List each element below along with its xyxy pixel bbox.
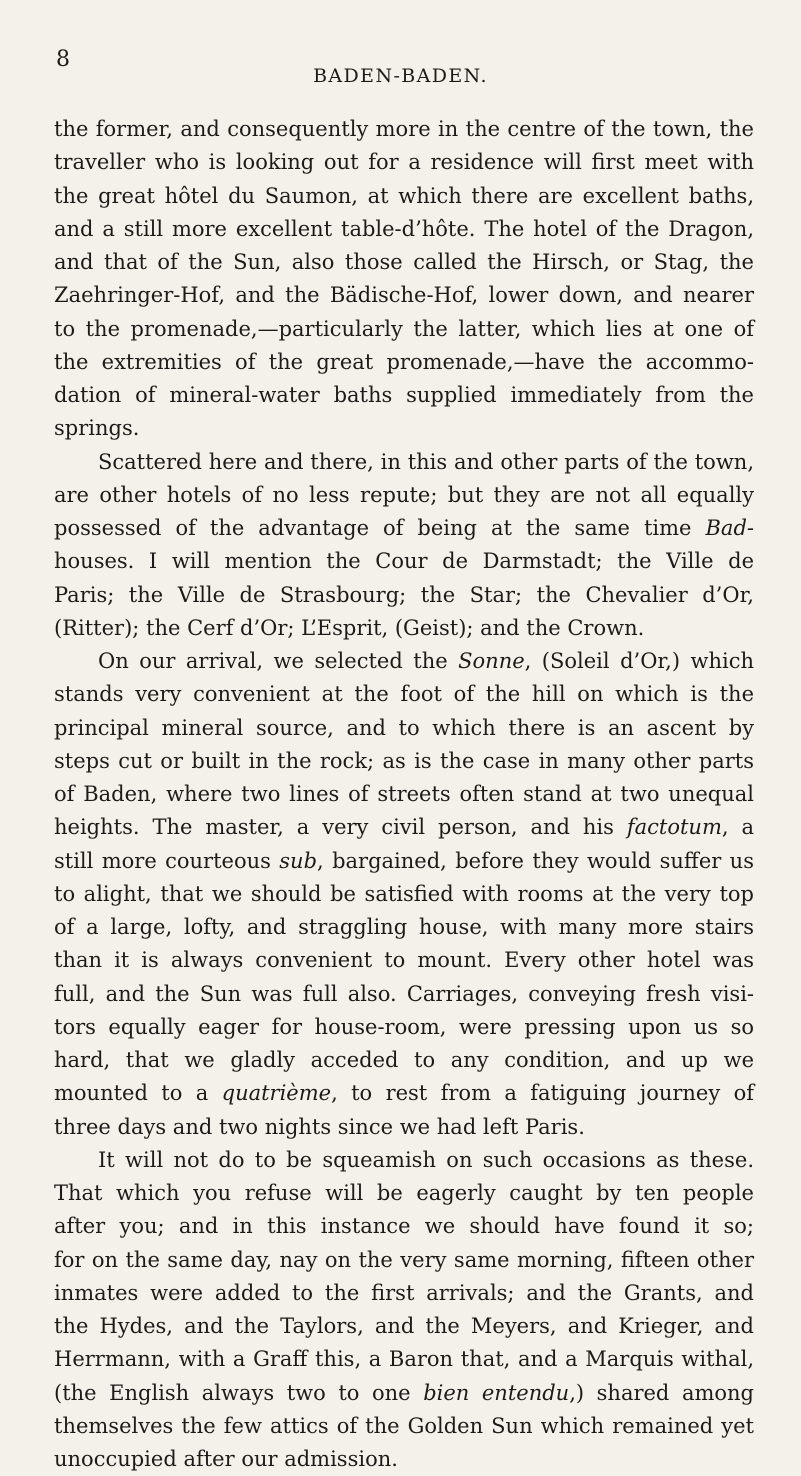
line-text: dation of mineral-water baths supplied immediately from the (54, 383, 754, 407)
text-line (54, 279, 754, 312)
running-title: BADEN-BADEN. (313, 65, 488, 87)
text-line (54, 1443, 754, 1476)
italic-text: Sonne (458, 649, 525, 673)
line-text: On our arrival, we selected the (98, 649, 459, 673)
line-text: (Ritter); the Cerf d’Or; L’Esprit, (Geist); and the Crown. (54, 615, 645, 640)
text-line (54, 1244, 754, 1277)
line-text: and a still more excellent table-d’hôte. The hotel of the Dragon, (54, 216, 754, 241)
text-line (54, 811, 754, 844)
text-line (54, 878, 754, 911)
line-text: Scattered here and there, in this and other parts of the town, (98, 449, 754, 474)
line-text: the extremities of the great promenade,—have the accommo- (54, 349, 754, 374)
line-text: possessed of the advantage of being at the same time (54, 516, 706, 540)
text-line (54, 479, 754, 512)
line-text: are other hotels of no less repute; but they are not all equally (54, 482, 754, 507)
text-line (54, 745, 754, 778)
italic-text: bien entendu (423, 1380, 570, 1405)
line-text: stands very convenient at the foot of the hill on which is the (54, 682, 754, 707)
page-number: 8 (56, 47, 70, 72)
italic-text: quatrième (221, 1081, 332, 1106)
text-line (54, 146, 754, 179)
text-line (54, 712, 754, 745)
text-line (54, 512, 754, 545)
line-text: the Hydes, and the Taylors, and the Meyers, and Krieger, and (54, 1314, 754, 1338)
line-text: hard, that we gladly acceded to any condition, and up we (54, 1048, 754, 1072)
italic-text: Bad- (705, 516, 754, 540)
text-line (54, 1177, 754, 1210)
line-text: Zaehringer-Hof, and the Bädische-Hof, lower down, and nearer (54, 283, 754, 308)
text-line (54, 113, 754, 146)
text-line (54, 1410, 754, 1443)
text-line (54, 213, 754, 246)
line-text: unoccupied after our admission. (54, 1447, 398, 1471)
line-text-after: , (Soleil d’Or,) which (524, 649, 755, 673)
line-text: to the promenade,—particularly the latter, which lies at one of (54, 316, 754, 341)
text-line (54, 545, 754, 578)
text-line (54, 412, 754, 445)
line-text: to alight, that we should be satisfied with rooms at the very top (54, 881, 754, 906)
line-text: tors equally eager for house-room, were pressing upon us so (54, 1014, 754, 1039)
line-text: the great hôtel du Saumon, at which there are excellent baths, (54, 183, 754, 208)
text-line (54, 845, 754, 878)
text-line (54, 379, 754, 412)
line-text: and that of the Sun, also those called the Hirsch, or Stag, the (54, 250, 754, 274)
text-line (54, 1111, 754, 1144)
text-line (54, 978, 754, 1011)
line-text-after: , to rest from a fatiguing journey of (331, 1081, 755, 1106)
line-text: It will not do to be squeamish on such occasions as these. (98, 1147, 754, 1172)
line-text: still more courteous (54, 848, 280, 873)
line-text: full, and the Sun was full also. Carriages, conveying fresh visi- (54, 981, 754, 1006)
text-line (54, 446, 754, 479)
text-line (54, 1044, 754, 1077)
text-line (54, 612, 754, 645)
text-line (54, 1011, 754, 1044)
line-text: Herrmann, with a Graff this, a Baron that, and a Marquis withal, (54, 1347, 754, 1372)
line-text: mounted to a (54, 1081, 222, 1106)
line-text: of Baden, where two lines of streets often stand at two unequal (54, 782, 754, 806)
text-line (54, 246, 754, 279)
text-line (54, 678, 754, 711)
text-line (54, 645, 754, 678)
text-line (54, 180, 754, 213)
text-line (54, 911, 754, 944)
text-line (54, 1343, 754, 1376)
text-line (54, 1144, 754, 1177)
line-text: Paris; the Ville de Strasbourg; the Star; the Chevalier d’Or, (54, 582, 754, 607)
line-text: springs. (54, 416, 140, 441)
text-line (54, 1377, 754, 1410)
body-text (54, 113, 754, 1476)
italic-text: sub (279, 848, 318, 873)
line-text: (the English always two to one (54, 1380, 424, 1405)
text-line (54, 1210, 754, 1243)
line-text: principal mineral source, and to which there is an ascent by (54, 715, 754, 740)
line-text: steps cut or built in the rock; as is the case in many other parts (54, 748, 754, 773)
line-text: themselves the few attics of the Golden Sun which remained yet (54, 1413, 754, 1438)
line-text: inmates were added to the first arrivals; and the Grants, and (54, 1280, 754, 1305)
line-text: three days and two nights since we had left Paris. (54, 1114, 585, 1139)
line-text: the former, and consequently more in the centre of the town, the (54, 117, 754, 141)
text-line (54, 1077, 754, 1110)
text-line (54, 579, 754, 612)
italic-text: factotum (626, 815, 722, 840)
line-text-after: ,) shared among (569, 1380, 754, 1405)
line-text: than it is always convenient to mount. Every other hotel was (54, 948, 754, 973)
text-line (54, 346, 754, 379)
text-line (54, 313, 754, 346)
line-text: traveller who is looking out for a residence will first meet with (54, 150, 754, 175)
line-text: after you; and in this instance we should have found it so; (54, 1214, 754, 1239)
line-text-after: , a (721, 815, 754, 840)
line-text-after: , bargained, before they would suffer us (317, 848, 754, 873)
line-text: heights. The master, a very civil person, and his (54, 815, 627, 840)
text-line (54, 1310, 754, 1343)
text-line (54, 1277, 754, 1310)
line-text: of a large, lofty, and straggling house, with many more stairs (54, 915, 754, 939)
line-text: for on the same day, nay on the very same morning, fifteen other (54, 1247, 754, 1272)
line-text: houses. I will mention the Cour de Darmstadt; the Ville de (54, 549, 754, 574)
line-text: That which you refuse will be eagerly caught by ten people (54, 1181, 754, 1205)
text-line (54, 944, 754, 977)
text-line (54, 778, 754, 811)
